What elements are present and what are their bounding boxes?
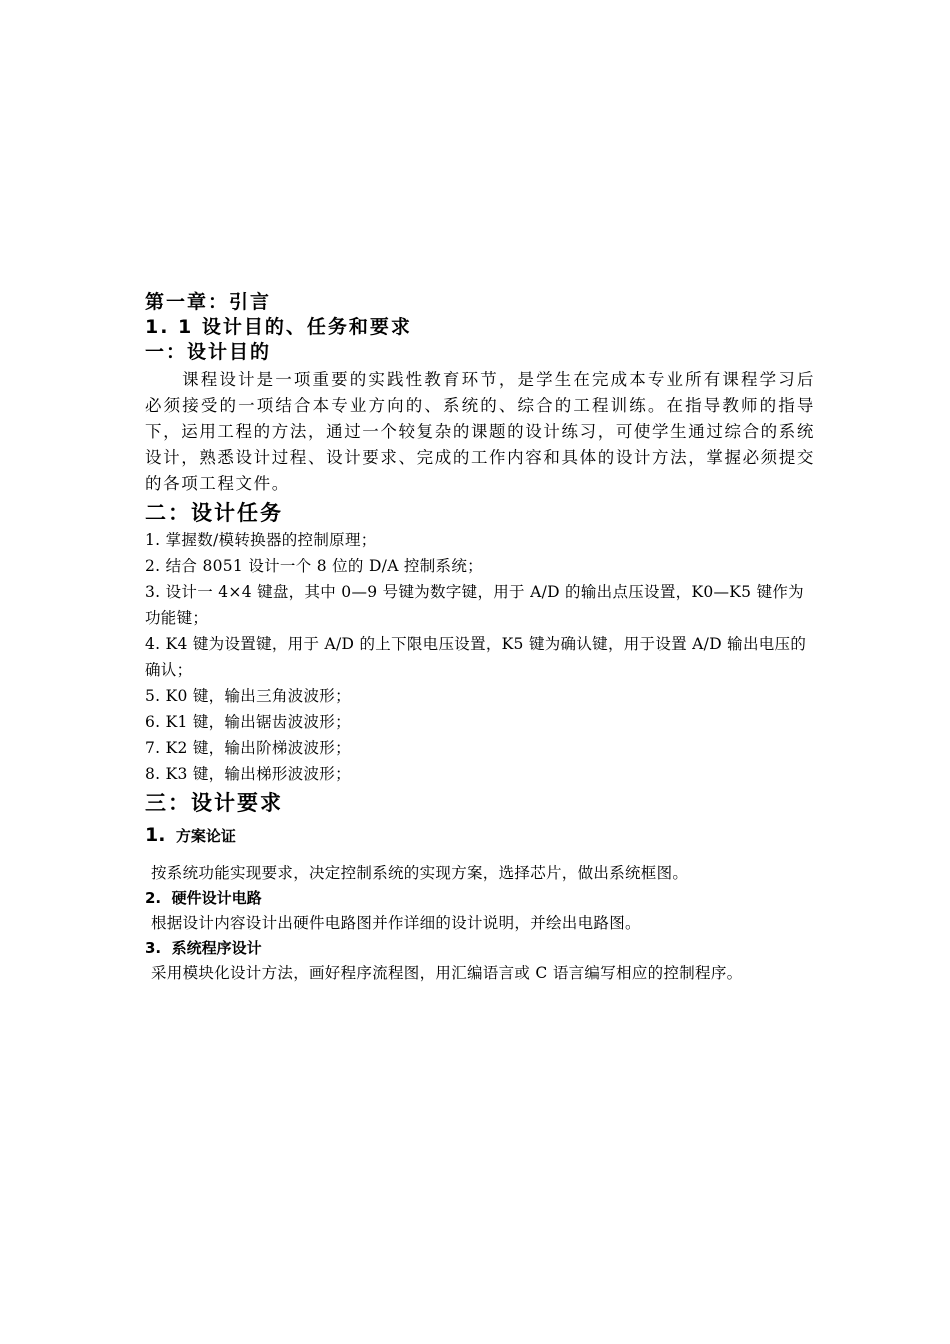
requirement-title-1 <box>145 823 815 848</box>
task-item-7: 7. K2 键，输出阶梯波波形； <box>145 739 351 757</box>
requirement-title-text-3: 系统程序设计 <box>171 939 262 957</box>
purpose-paragraph: 课程设计是一项重要的实践性教育环节，是学生在完成本专业所有课程学习后必须接受的一项结合本专业方向的、系统的、综合的工程训练。在指导教师的指导下，运用工程的方法，通过一个较复杂的课题的设计练习，可使学生通过综合的系统设计，熟悉设计过程、设计要求、完成的工作内容和具体的设计方法，掌握必须提交的各项工程文件。 <box>145 370 815 493</box>
task-item-2: 2. 结合 8051 设计一个 8 位的 D/A 控制系统； <box>145 557 483 575</box>
requirement-number-3: 3. <box>145 939 162 957</box>
requirement-text-1: 按系统功能实现要求，决定控制系统的实现方案，选择芯片，做出系统框图。 <box>151 864 689 882</box>
requirement-number-2: 2. <box>145 889 162 907</box>
requirement-title-3 <box>145 936 815 960</box>
task-item-6: 6. K1 键，输出锯齿波波形； <box>145 713 351 731</box>
task-list <box>145 527 815 787</box>
chapter-title: 第一章：引言 <box>145 291 272 313</box>
task-item-5: 5. K0 键，输出三角波波形； <box>145 687 351 705</box>
task-item-1: 1. 掌握数/模转换器的控制原理； <box>145 531 377 549</box>
task-item-4: 4. K4 键为设置键，用于 A/D 的上下限电压设置，K5 键为确认键，用于设置 A/D 输出电压的确认； <box>145 635 807 679</box>
requirement-number-1: 1. <box>145 824 166 846</box>
requirement-title-text-2: 硬件设计电路 <box>171 889 262 907</box>
section-title: 1. 1 设计目的、任务和要求 <box>145 316 412 338</box>
document-body <box>145 290 815 986</box>
task-item-8: 8. K3 键，输出梯形波波形； <box>145 765 351 783</box>
requirements-heading: 三：设计要求 <box>145 791 283 815</box>
requirement-text-2: 根据设计内容设计出硬件电路图并作详细的设计说明，并绘出电路图。 <box>151 914 641 932</box>
tasks-heading: 二：设计任务 <box>145 501 283 525</box>
requirement-title-text-1: 方案论证 <box>175 827 236 845</box>
purpose-heading: 一：设计目的 <box>145 341 272 363</box>
requirement-text-3: 采用模块化设计方法，画好程序流程图，用汇编语言或 C 语言编写相应的控制程序。 <box>151 964 743 982</box>
task-item-3: 3. 设计一 4×4 键盘，其中 0—9 号键为数字键，用于 A/D 的输出点压设置，K0—K5 键作为功能键； <box>145 583 804 627</box>
requirement-list <box>145 823 815 986</box>
requirement-title-2 <box>145 886 815 910</box>
